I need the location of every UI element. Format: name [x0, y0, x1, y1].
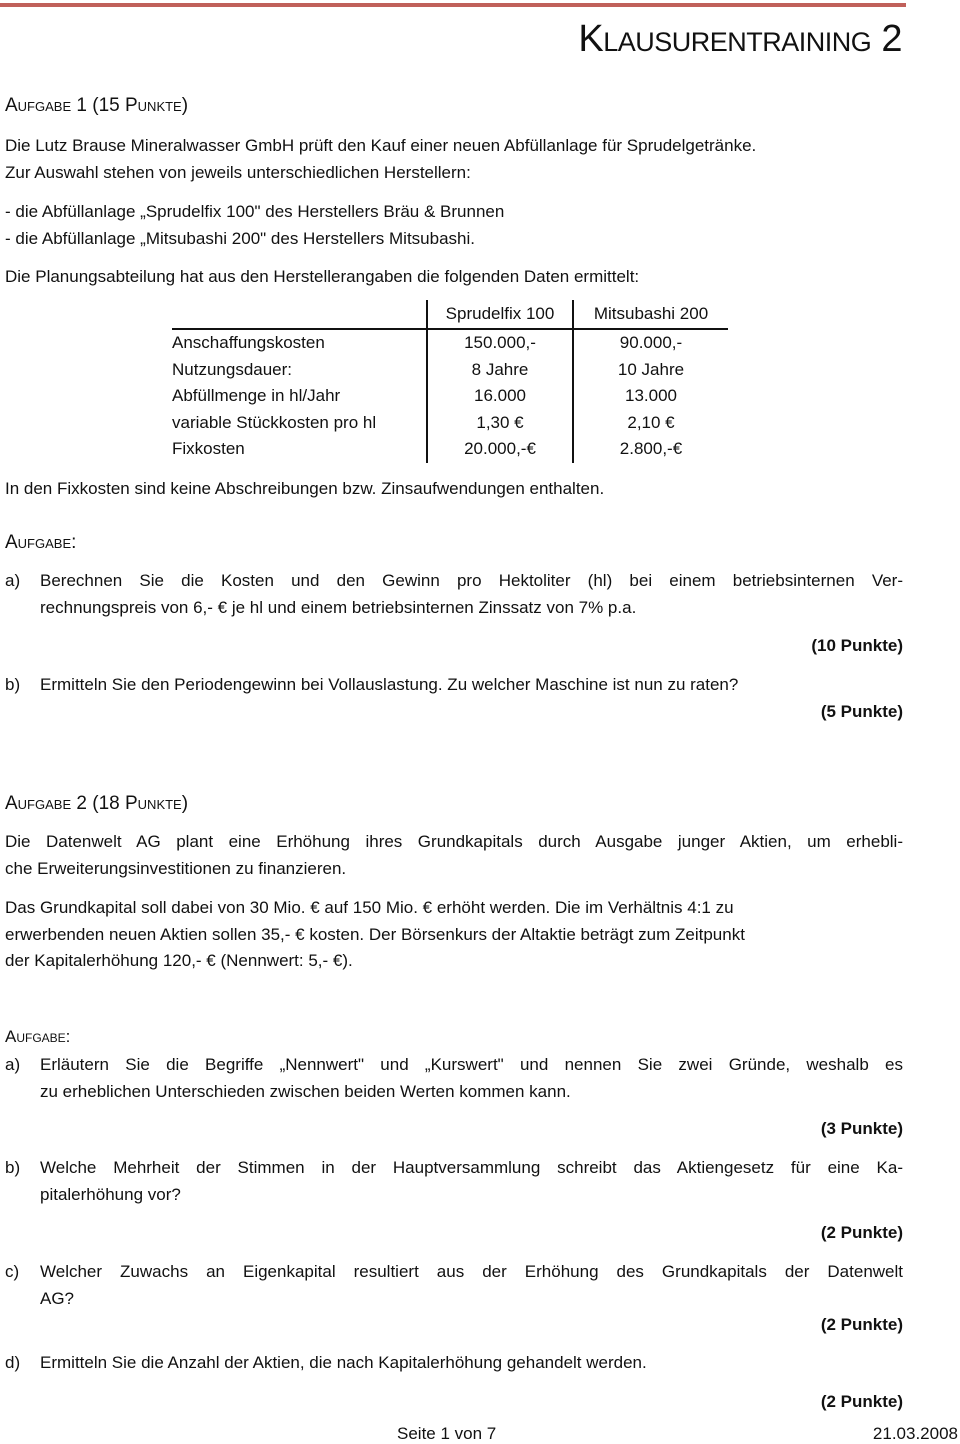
task1-label: Aufgabe:	[5, 532, 77, 553]
task1-planning: Die Planungsabteilung hat aus den Herstellerangaben die folgenden Daten ermittelt:	[5, 267, 640, 286]
question-line: Berechnen Sie die Kosten und den Gewinn pro Hektoliter (hl) bei einem betriebsinternen Ver-	[40, 571, 903, 590]
detail-line: erwerbenden neuen Aktien sollen 35,- € kosten. Der Börsenkurs der Altaktie beträgt zum Zeitpunkt	[5, 924, 745, 944]
table-cell: Fixkosten	[172, 439, 245, 458]
question-line: AG?	[40, 1288, 75, 1308]
question-label: c)	[5, 1262, 20, 1281]
question-line: Ermitteln Sie den Periodengewinn bei Vollauslastung. Zu welcher Maschine ist nun zu raten?	[40, 675, 739, 694]
question-1b	[5, 672, 903, 699]
question-label: a)	[5, 571, 21, 590]
table-row	[172, 383, 728, 410]
option-line: - die Abfüllanlage „Sprudelfix 100" des Herstellers Bräu & Brunnen	[5, 202, 505, 221]
intro-line: Die Datenwelt AG plant eine Erhöhung ihres Grundkapitals durch Ausgabe junger Aktien, um erhebli-	[5, 832, 903, 851]
table-header: Mitsubashi 200	[573, 300, 728, 329]
page-title: Klausurentraining 2	[578, 18, 902, 60]
table-header: Sprudelfix 100	[427, 300, 573, 329]
table-header	[172, 300, 427, 329]
question-2b	[5, 1155, 903, 1208]
table-cell: 20.000,-€	[427, 436, 573, 463]
task2-intro	[5, 829, 903, 882]
data-table	[172, 300, 728, 463]
question-line: Erläutern Sie die Begriffe „Nennwert" und „Kurswert" und nennen Sie zwei Gründe, weshalb es	[40, 1055, 903, 1074]
question-label: d)	[5, 1353, 21, 1372]
detail-line: der Kapitalerhöhung 120,- € (Nennwert: 5,- €).	[5, 951, 353, 970]
table-cell: Nutzungsdauer:	[172, 359, 293, 379]
question-label: a)	[5, 1055, 21, 1074]
table-cell: 150.000,-	[427, 329, 573, 357]
task1-note: In den Fixkosten sind keine Abschreibungen bzw. Zinsaufwendungen enthalten.	[5, 479, 605, 498]
option-line: - die Abfüllanlage „Mitsubashi 200" des Herstellers Mitsubashi.	[5, 228, 475, 248]
question-2c	[5, 1259, 903, 1312]
table-cell: variable Stückkosten pro hl	[172, 412, 377, 432]
question-label: b)	[5, 675, 21, 694]
points-1a: (10 Punkte)	[811, 636, 903, 655]
detail-line: Das Grundkapital soll dabei von 30 Mio. € auf 150 Mio. € erhöht werden. Die im Verhältnis 4:1 zu	[5, 898, 734, 917]
table-cell: 90.000,-	[573, 329, 728, 357]
table-header-row	[172, 300, 728, 329]
table-row	[172, 357, 728, 384]
table-cell: 8 Jahre	[427, 357, 573, 384]
header-rule	[0, 3, 906, 7]
table-row	[172, 436, 728, 463]
table-cell: 1,30 €	[427, 410, 573, 437]
task1-options	[5, 199, 903, 252]
table-cell: 2.800,-€	[573, 436, 728, 463]
question-1a	[5, 568, 903, 621]
question-line: Ermitteln Sie die Anzahl der Aktien, die nach Kapitalerhöhung gehandelt werden.	[40, 1353, 647, 1372]
intro-line: Die Lutz Brause Mineralwasser GmbH prüft den Kauf einer neuen Abfüllanlage für Sprudelgetränke.	[5, 136, 757, 155]
question-2d	[5, 1350, 903, 1377]
table-cell: Anschaffungskosten	[172, 333, 325, 352]
table-cell: 10 Jahre	[573, 357, 728, 384]
points-1b: (5 Punkte)	[820, 702, 903, 721]
task2-label: Aufgabe:	[5, 1027, 71, 1046]
question-line: zu erheblichen Unterschieden zwischen beiden Werten kommen kann.	[40, 1081, 571, 1101]
footer-date: 21.03.2008	[872, 1424, 958, 1443]
points-2b: (2 Punkte)	[820, 1223, 903, 1242]
question-line: pitalerhöhung vor?	[40, 1184, 181, 1204]
intro-line: che Erweiterungsinvestitionen zu finanzieren.	[5, 858, 347, 878]
question-line: Welcher Zuwachs an Eigenkapital resultiert aus der Erhöhung des Grundkapitals der Datenwelt	[40, 1262, 903, 1281]
table-row	[172, 410, 728, 437]
intro-line: Zur Auswahl stehen von jeweils unterschiedlichen Herstellern:	[5, 162, 471, 182]
table-cell: Abfüllmenge in hl/Jahr	[172, 386, 341, 405]
task1-heading: Aufgabe 1 (15 Punkte)	[5, 95, 189, 116]
question-line: rechnungspreis von 6,- € je hl und einem betriebsinternen Zinssatz von 7% p.a.	[40, 597, 637, 617]
points-2d: (2 Punkte)	[820, 1392, 903, 1411]
table-cell: 2,10 €	[573, 410, 728, 437]
page-number: Seite 1 von 7	[397, 1424, 497, 1443]
task2-details	[5, 895, 903, 975]
question-label: b)	[5, 1158, 21, 1177]
question-line: Welche Mehrheit der Stimmen in der Hauptversammlung schreibt das Aktiengesetz für eine Ka-	[40, 1158, 903, 1177]
points-2a: (3 Punkte)	[820, 1119, 903, 1138]
table-cell: 16.000	[427, 383, 573, 410]
table-row	[172, 329, 728, 357]
task1-intro	[5, 133, 903, 186]
table-cell: 13.000	[573, 383, 728, 410]
points-2c: (2 Punkte)	[820, 1315, 903, 1334]
task2-heading: Aufgabe 2 (18 Punkte)	[5, 793, 189, 814]
question-2a	[5, 1052, 903, 1105]
